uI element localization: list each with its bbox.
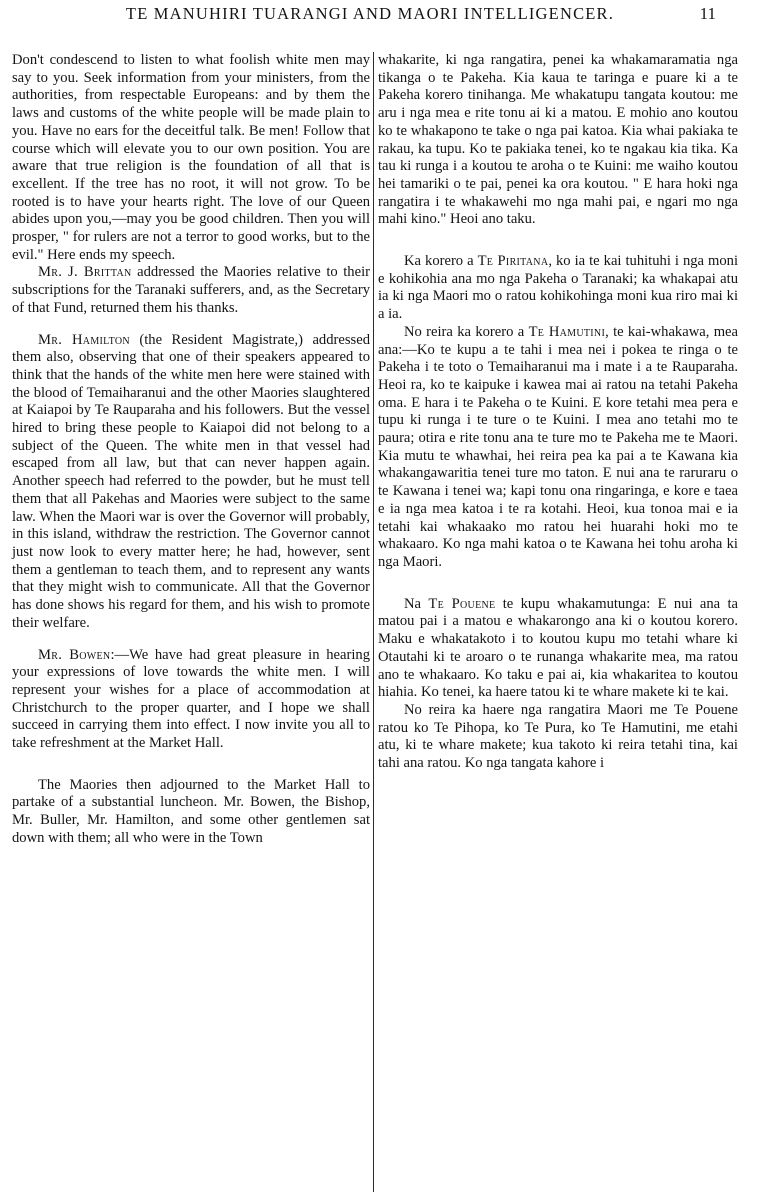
speaker-name: Mr. Bowen <box>38 646 111 663</box>
speaker-name: Te Piritana <box>477 253 549 270</box>
paragraph-text: :—We have had great pleasure in hearing your expressions of love towards the white men. I will represent your wishes for a place of accommodation at Christchurch to the proper quarter, and I hope we shall succeed in carrying them into effect. I now invite you all to take refreshment at the Market Hall. <box>12 646 370 752</box>
paragraph-text: Na <box>404 595 429 612</box>
speaker-name: Te Hamutini <box>528 323 606 340</box>
paragraph-text: te kupu whakamutunga: E nui ana ta matou pai i a matou e whakarongo ana ki o koutou korero. Maku e whakatakoto i to koutou kupu mo tetahi whare ki Otautahi ki te aroaro o te runanga whakarite mea, ma ratou ano te whakaaro. Ko taku e pai ai, kia whakaritea to koutou hiahia. Ko tenei, ka haere tatou ki te whare makete ki te kai. <box>378 595 739 701</box>
paragraph-text: , te kai-whakawa, mea ana:—Ko te kupu a te tahi i mea nei i pokea te ringa o te Pakeha i te toto o Temaiharanui ma i mate i a te Rauparaha. Heoi ra, ko te kaipuke i kawea mai ai ratou na tetahi Pakeha oma. E hara i te Pakeha o te Kuini. E kore tetahi mea pera e tupu ki runga i te ture o te Kuini. I mea ano tetahi mo te paura; otira e rite tonu ana te ture mo te Pakeha me te Maori. Kia mutu te whawhai, hei reira pea ka pai a te Kawana kia whakangawaritia tenei ture mo taton. E nui ana te raruraru o te Kawana i tenei wa; kapi tonu ona ringaringa, e kore e taea e ia nga mea katoa i te ra kotahi. Heoi, kua tonoa mai e ia tetahi kai whakaako mo ratou hei huarahi hoki mo te whakaaro. Ko nga mahi katoa o te Kawana hei tohu aroha ki nga Maori. <box>378 323 739 570</box>
paragraph-haere: No reira ka haere nga rangatira Maori me Te Pouene ratou ko Te Pihopa, ko Te Pura, ko Te Hamutini, me etahi atu, ki te whare makete; kua takoto ki reira tetahi tina, kai tahi ana ratou. Ko nga tangata kahore i <box>378 701 738 772</box>
paragraph-pouene <box>378 596 738 702</box>
maori-column <box>378 52 738 773</box>
paragraph-text: (the Resident Magistrate,) addressed them also, observing that one of their speakers appeared to think that the hands of the white men here were stained with the blood of Temaiharanui and the other Maories slaughtered at Kaiapoi by Te Rauparaha and his followers. But the vessel hired to bring these people to Kaiapoi did not belong to a subject of the Queen. The white men in that vessel had escaped from all law, but that can never happen again. Another speech had referred to the powder, but he must tell them that all Pakehas and Maories were subject to the same law. When the Maori war is over the Governor will probably, in this island, withdraw the restriction. The Governor cannot just now look to every matter here; he had, however, sent them a gentleman to teach them, and to represent any wants that they might wish to communicate. All that the Governor has done shows his regard for them, and his wish to promote their welfare. <box>12 331 370 631</box>
paragraph-hamutini <box>378 324 738 572</box>
paragraph-english-speech-end: Don't condescend to listen to what foolish white men may say to you. Seek information from your ministers, from the authorities, from respectable Europeans: and by them the laws and customs of the white people will be made plain to you. Have no ears for the deceitful talk. Be men! Follow that course which will elevate you to our own position. You are aware that true religion is the foundation of all that is excellent. If the tree has no root, it will not grow. To be rooted is to have your hearts right. The love of our Queen abides upon you,—may you be good children. Then you will prosper, " for rulers are not a terror to good works, but to the evil." Here ends my speech. <box>12 52 370 263</box>
paragraph-text: addressed the Maories relative to their subscriptions for the Taranaki sufferers, and, as the Secretary of that Fund, returned them his thanks. <box>12 264 371 316</box>
speaker-name: Te Pouene <box>428 595 496 612</box>
paragraph-text: Ka korero a <box>404 253 478 270</box>
running-title: TE MANUHIRI TUARANGI AND MAORI INTELLIGENCER. <box>125 4 615 23</box>
paragraph-text: , ko ia te kai tuhituhi i nga moni e kohikohia ana mo nga Pakeha o Taranaki; ka whakapai atu ia ki nga Maori mo o ratou kohikohinga moni kua riro mai ki a ia. <box>378 253 739 323</box>
speaker-name: Mr. J. Brittan <box>38 264 132 281</box>
paragraph-text: No reira ka korero a <box>404 323 529 340</box>
paragraph-hamilton <box>12 332 370 633</box>
paragraph-bowen <box>12 647 370 753</box>
speaker-name: Mr. Hamilton <box>38 331 130 348</box>
english-column <box>12 52 370 848</box>
paragraph-maori-speech-end: whakarite, ki nga rangatira, penei ka whakamaramatia nga tikanga o te Pakeha. Kia kaua te taringa e puare ki a te Pakeha korero tinihanga. Me whakatupu tangata koutou: me aru i nga mea e rite tonu ai ki a matou. E mohio ano koutou ko te whakapono te take o nga pai katoa. Kia whai pakiaka te rakau, ka tupu. Ko te pakiaka tenei, ko te ngakau kia tika. Ka tau ki runga i a koutou te aroha o te Kuini: me waiho koutou hei tamariki o te pai, penei ka ora koutou. " E hara hoki nga rangatira i te whakawehi mo nga mahi pai, e ngari mo nga mahi kino." Heoi ano taku. <box>378 52 738 228</box>
paragraph-brittan <box>12 264 370 317</box>
paragraph-piritana <box>378 253 738 324</box>
page-number: 11 <box>699 4 716 23</box>
paragraph-adjourned: The Maories then adjourned to the Market Hall to partake of a substantial luncheon. Mr. Bowen, the Bishop, Mr. Buller, Mr. Hamilton, and some other gentlemen sat down with them; all who were in the Town <box>12 776 370 846</box>
column-divider <box>373 52 374 1192</box>
